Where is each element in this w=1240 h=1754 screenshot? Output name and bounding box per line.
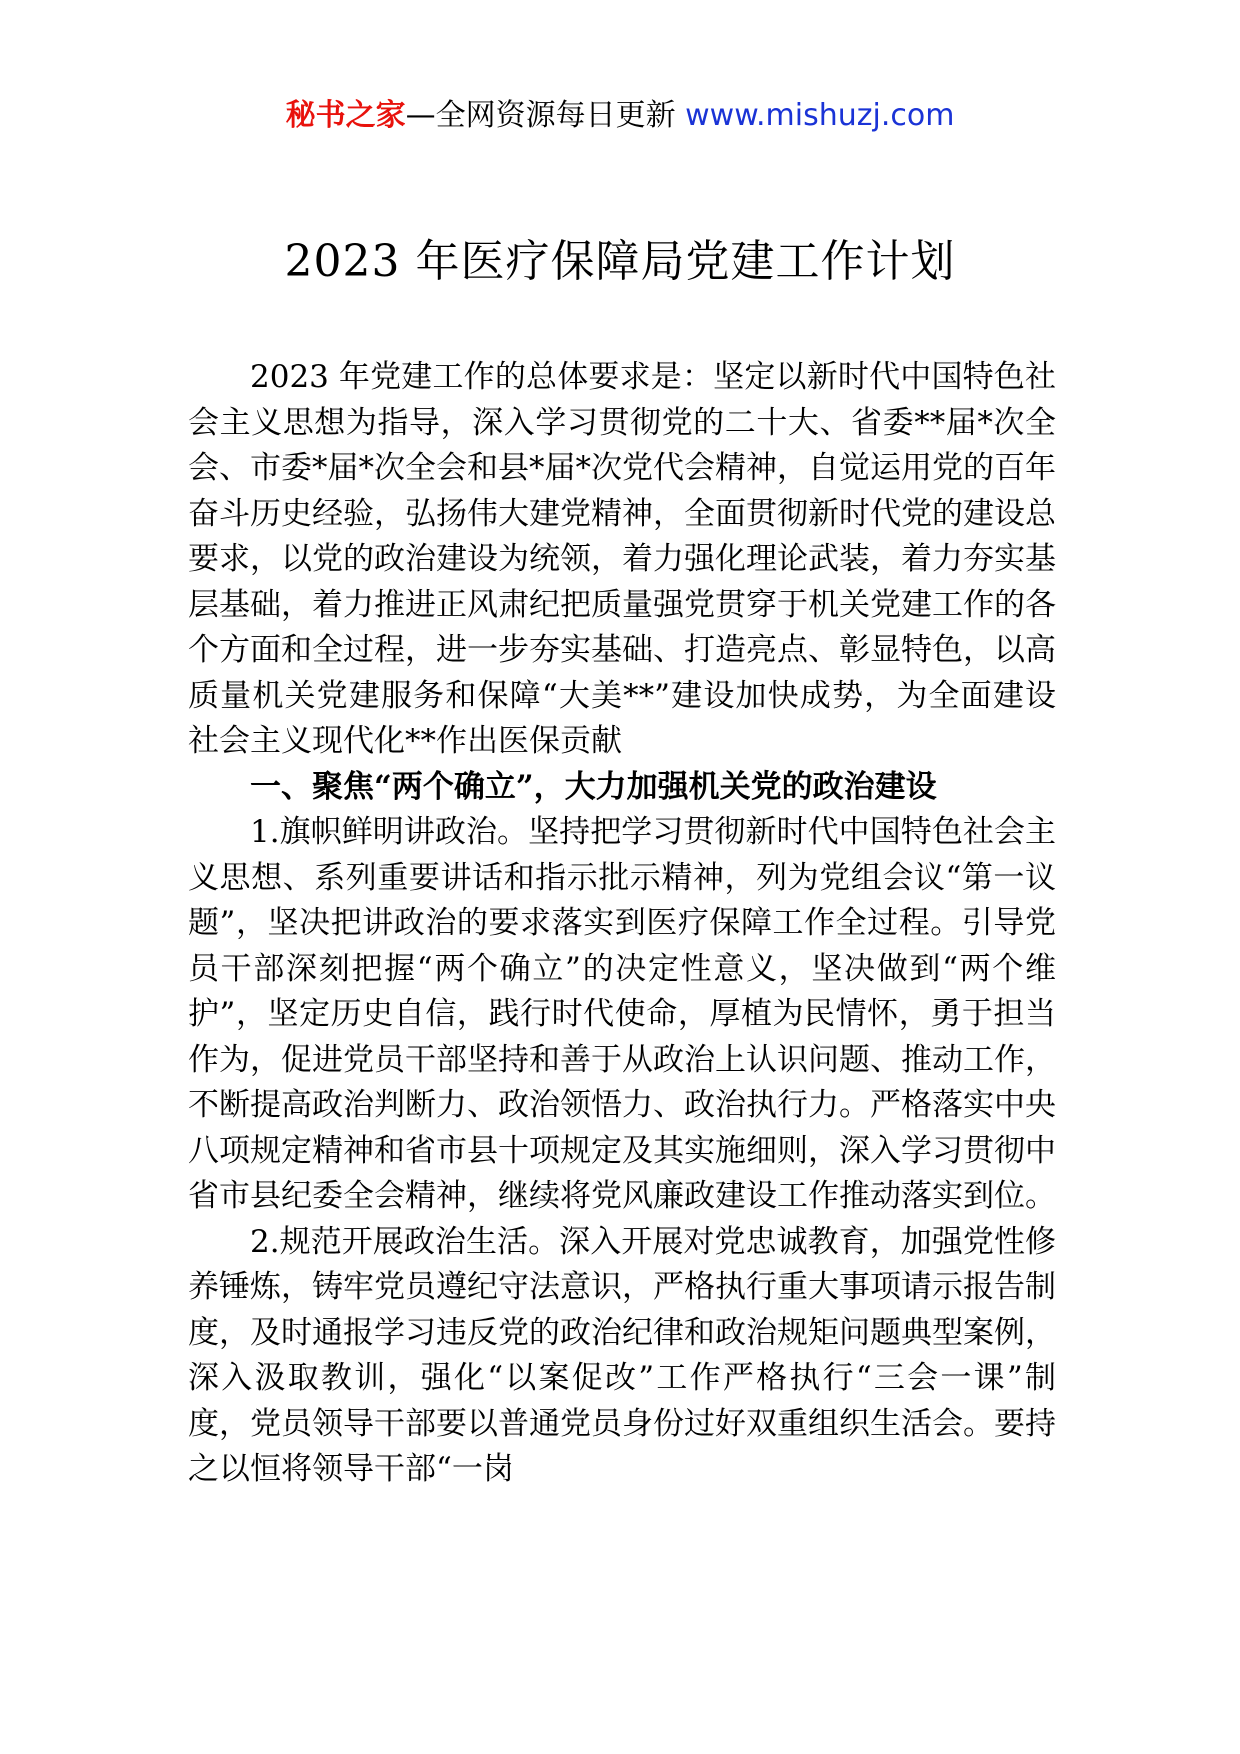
site-brand-name: 秘书之家	[285, 98, 406, 133]
site-slogan: —全网资源每日更新	[405, 98, 686, 133]
document-title: 2023 年医疗保障局党建工作计划	[284, 236, 956, 287]
body-paragraph-1: 1.旗帜鲜明讲政治。坚持把学习贯彻新时代中国特色社会主义思想、系列重要讲话和指示批示精神，列为党组会议“第一议题”，坚决把讲政治的要求落实到医疗保障工作全过程。引导党员干部深刻把握“两个确立”的决定性意义，坚决做到“两个维护”，坚定历史自信，践行时代使命，厚植为民情怀，勇于担当作为，促进党员干部坚持和善于从政治上认识问题、推动工作，不断提高政治判断力、政治领悟力、政治执行力。严格落实中央八项规定精神和省市县十项规定及其实施细则，深入学习贯彻中省市县纪委全会精神，继续将党风廉政建设工作推动落实到位。	[188, 814, 1056, 1214]
intro-paragraph: 2023 年党建工作的总体要求是：坚定以新时代中国特色社会主义思想为指导，深入学习贯彻党的二十大、省委**届*次全会、市委*届*次全会和县*届*次党代会精神，自觉运用党的百年奋斗历史经验，弘扬伟大建党精神，全面贯彻新时代党的建设总要求，以党的政治建设为统领，着力强化理论武装，着力夯实基层基础，着力推进正风肃纪把质量强党贯穿于机关党建工作的各个方面和全过程，进一步夯实基础、打造亮点、彰显特色，以高质量机关党建服务和保障“大美**”建设加快成势，为全面建设社会主义现代化**作出医保贡献	[188, 359, 1056, 759]
site-banner	[0, 96, 1240, 136]
section-heading-1: 一、聚焦“两个确立”，大力加强机关党的政治建设	[250, 768, 937, 805]
document-body	[188, 355, 1056, 1493]
site-url-link[interactable]: www.mishuzj.com	[685, 98, 955, 133]
body-paragraph-2: 2.规范开展政治生活。深入开展对党忠诚教育，加强党性修养锤炼，铸牢党员遵纪守法意识，严格执行重大事项请示报告制度，及时通报学习违反党的政治纪律和政治规矩问题典型案例，深入汲取教训，强化“以案促改”工作严格执行“三会一课”制度，党员领导干部要以普通党员身份过好双重组织生活会。要持之以恒将领导干部“一岗	[188, 1223, 1056, 1487]
